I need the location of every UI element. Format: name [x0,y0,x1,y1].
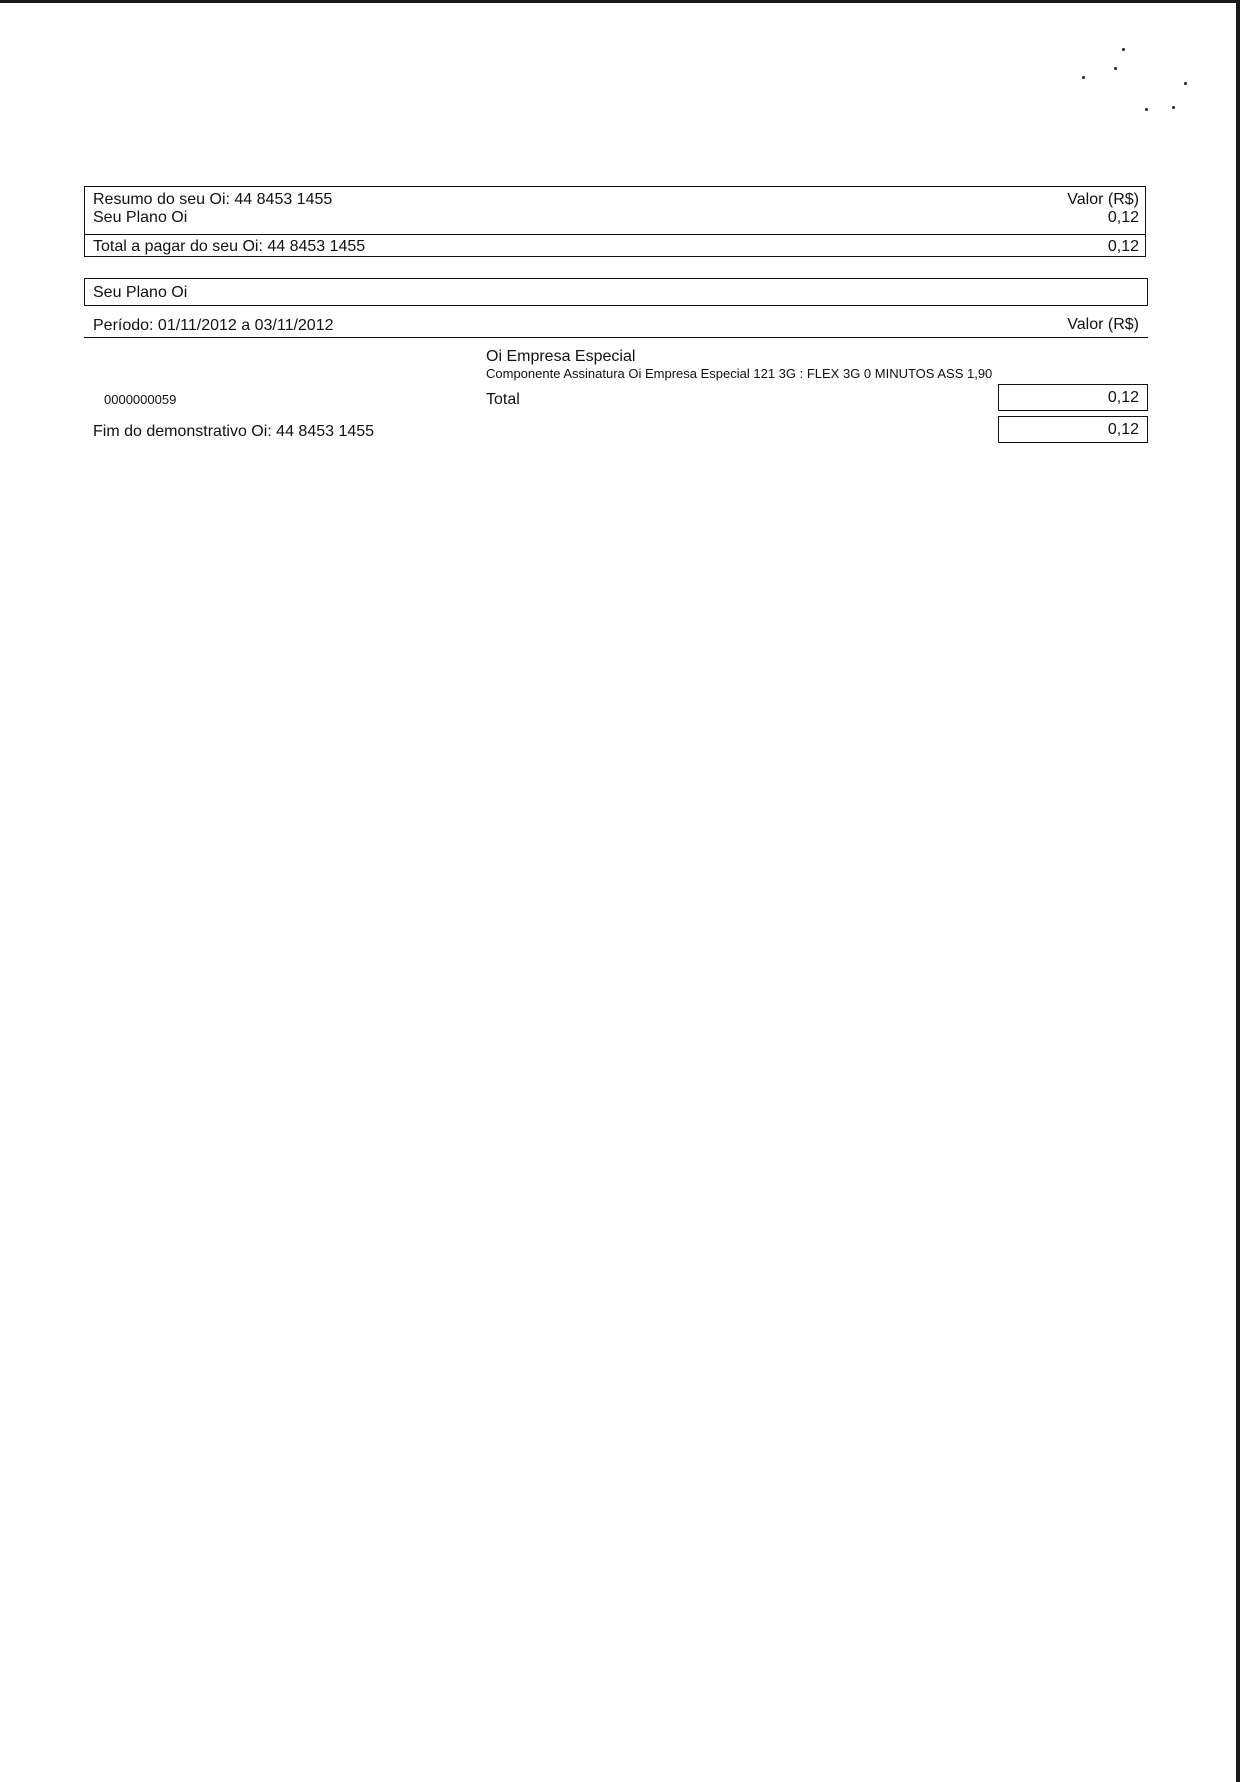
summary-title: Resumo do seu Oi: 44 8453 1455 [93,191,333,208]
summary-total-value: 0,12 [1107,238,1139,255]
period-label: Período: 01/11/2012 a 03/11/2012 [93,317,334,334]
scan-edge-top [0,0,1240,3]
summary-item-value: 0,12 [1107,209,1139,226]
plan-code: 0000000059 [104,392,177,407]
end-of-statement-label: Fim do demonstrativo Oi: 44 8453 1455 [93,423,375,440]
summary-item-label: Seu Plano Oi [93,209,188,226]
end-of-statement-value: 0,12 [1107,421,1139,438]
period-underline [84,337,1148,338]
summary-total-label: Total a pagar do seu Oi: 44 8453 1455 [93,238,366,255]
plan-title: Seu Plano Oi [93,284,188,301]
period-value-header: Valor (R$) [1067,316,1139,333]
plan-component: Componente Assinatura Oi Empresa Especial 121 3G : FLEX 3G 0 MINUTOS ASS 1,90 [486,366,993,381]
plan-title-box [84,278,1148,306]
scan-specks [1070,40,1200,130]
summary-divider [85,234,1145,235]
scan-edge-right [1236,0,1240,1782]
plan-total-label: Total [486,391,520,408]
plan-total-value: 0,12 [1107,389,1139,406]
summary-value-header: Valor (R$) [1067,191,1139,208]
plan-name: Oi Empresa Especial [486,348,636,365]
